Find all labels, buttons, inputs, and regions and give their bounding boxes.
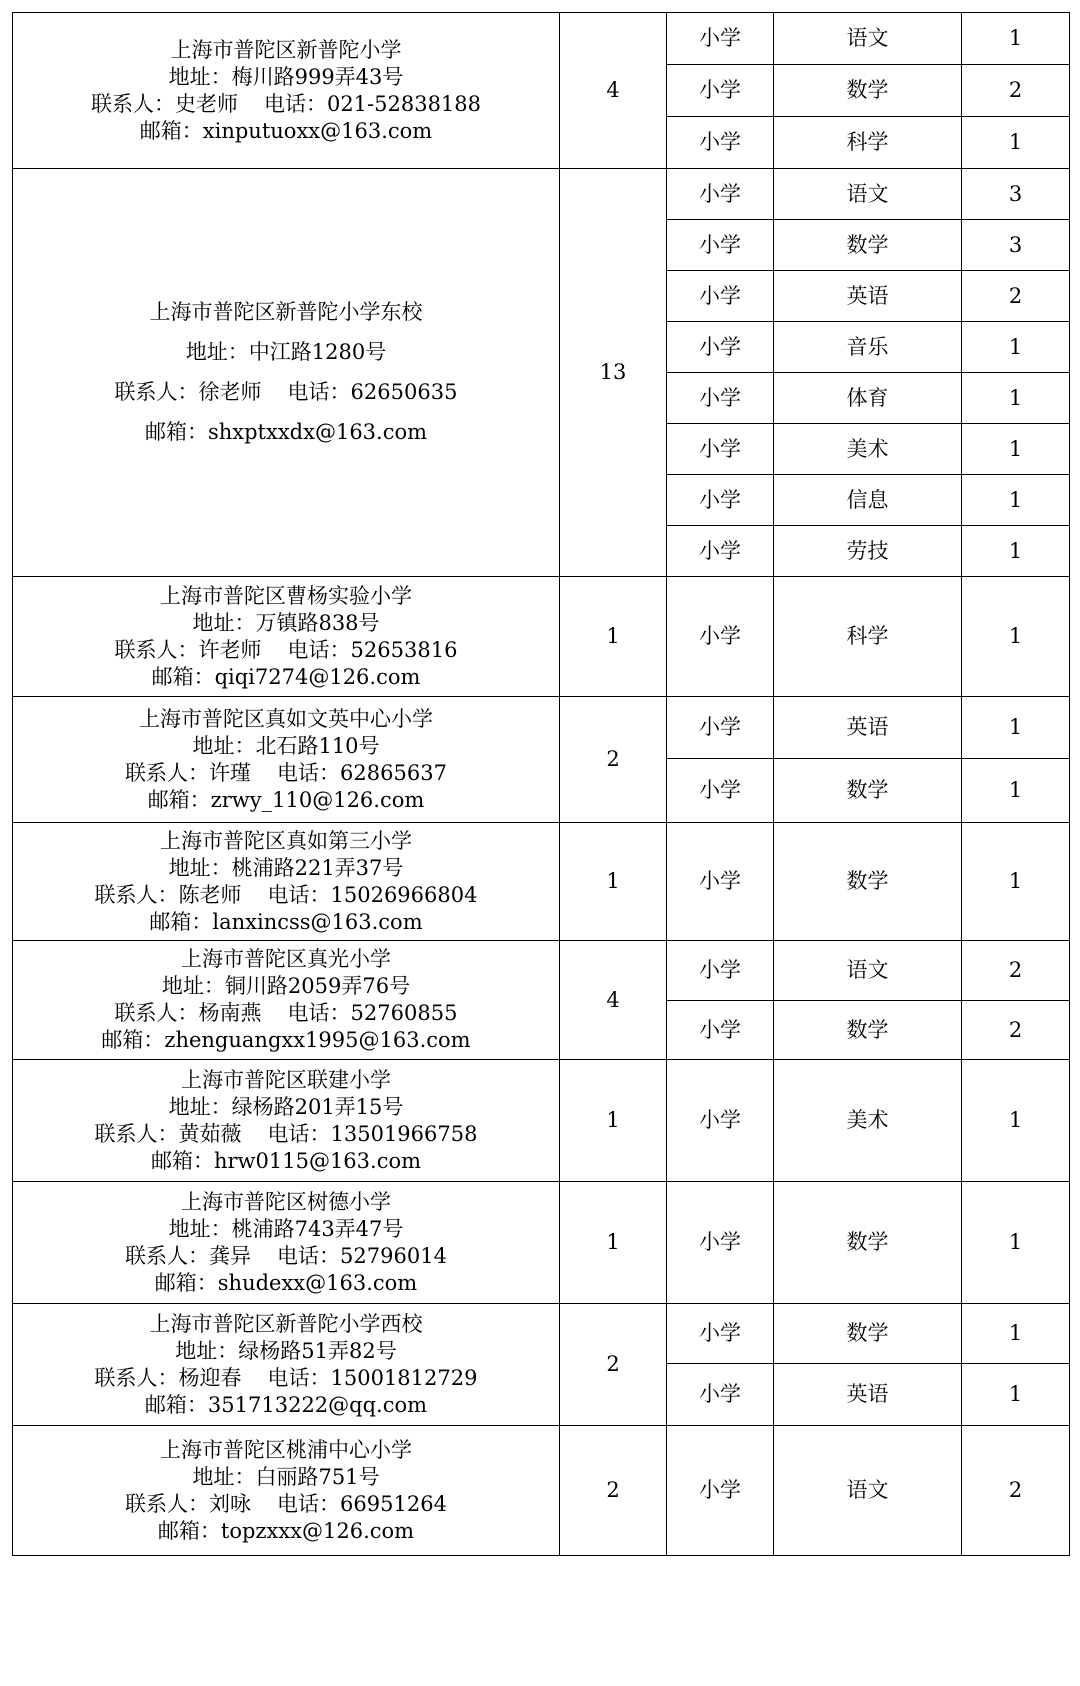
school-email: 邮箱：lanxincss@163.com	[149, 909, 423, 934]
school-address: 地址：中江路1280号	[185, 340, 387, 364]
school-contact: 联系人：史老师	[90, 91, 238, 116]
school-phone: 电话：15026966804	[267, 882, 478, 907]
school-contact-line	[13, 1365, 559, 1392]
level-cell: 小学	[667, 13, 774, 65]
total-count-cell: 2	[560, 1304, 667, 1426]
count-cell: 1	[962, 1304, 1070, 1364]
school-info-cell	[13, 13, 560, 169]
table-row	[13, 13, 1070, 65]
level-cell: 小学	[667, 424, 774, 475]
table-row	[13, 823, 1070, 941]
school-contact: 联系人：刘咏	[125, 1491, 252, 1516]
subject-cell: 语文	[774, 1426, 962, 1556]
school-address: 地址：梅川路999弄43号	[168, 64, 404, 89]
level-cell: 小学	[667, 65, 774, 117]
table-row	[13, 1426, 1070, 1556]
school-info-cell	[13, 1304, 560, 1426]
level-cell: 小学	[667, 526, 774, 577]
school-name: 上海市普陀区新普陀小学	[170, 37, 402, 62]
count-cell: 1	[962, 577, 1070, 697]
total-count-cell: 13	[560, 169, 667, 577]
subject-cell: 数学	[774, 1001, 962, 1060]
table-row	[13, 1304, 1070, 1364]
school-contact-line	[13, 1000, 559, 1027]
count-cell: 1	[962, 424, 1070, 475]
subject-cell: 科学	[774, 117, 962, 169]
subject-cell: 英语	[774, 1364, 962, 1426]
level-cell: 小学	[667, 373, 774, 424]
count-cell: 1	[962, 475, 1070, 526]
school-email: 邮箱：xinputuoxx@163.com	[139, 118, 433, 143]
school-address: 地址：绿杨路51弄82号	[175, 1338, 397, 1363]
school-name: 上海市普陀区新普陀小学东校	[149, 300, 423, 324]
subject-cell: 语文	[774, 13, 962, 65]
total-count-cell: 4	[560, 941, 667, 1060]
school-info-cell	[13, 697, 560, 823]
school-contact-line	[13, 91, 559, 118]
school-email: 邮箱：shxptxxdx@163.com	[144, 420, 428, 444]
total-count-cell: 4	[560, 13, 667, 169]
school-email: 邮箱：zhenguangxx1995@163.com	[101, 1028, 471, 1052]
school-contact-line	[13, 379, 559, 406]
total-count-cell: 1	[560, 823, 667, 941]
school-info-cell	[13, 823, 560, 941]
count-cell: 2	[962, 941, 1070, 1001]
school-address: 地址：白丽路751号	[192, 1464, 380, 1489]
count-cell: 1	[962, 697, 1070, 759]
count-cell: 2	[962, 271, 1070, 322]
table-body	[13, 13, 1070, 1556]
school-info-cell	[13, 577, 560, 697]
level-cell: 小学	[667, 823, 774, 941]
subject-cell: 科学	[774, 577, 962, 697]
school-contact: 联系人：陈老师	[94, 882, 242, 907]
school-contact-line	[13, 1121, 559, 1148]
level-cell: 小学	[667, 1304, 774, 1364]
level-cell: 小学	[667, 1426, 774, 1556]
table-row	[13, 577, 1070, 697]
school-email: 邮箱：topzxxx@126.com	[157, 1518, 415, 1543]
table-row	[13, 1060, 1070, 1182]
school-phone: 电话：52760855	[287, 1001, 458, 1025]
total-count-cell: 2	[560, 697, 667, 823]
subject-cell: 劳技	[774, 526, 962, 577]
school-name: 上海市普陀区曹杨实验小学	[160, 583, 412, 608]
subject-cell: 音乐	[774, 322, 962, 373]
school-phone: 电话：15001812729	[267, 1365, 478, 1390]
count-cell: 1	[962, 1182, 1070, 1304]
level-cell: 小学	[667, 1060, 774, 1182]
level-cell: 小学	[667, 220, 774, 271]
level-cell: 小学	[667, 169, 774, 220]
school-email: 邮箱：qiqi7274@126.com	[151, 664, 421, 689]
subject-cell: 数学	[774, 1304, 962, 1364]
count-cell: 2	[962, 1001, 1070, 1060]
subject-cell: 数学	[774, 823, 962, 941]
level-cell: 小学	[667, 577, 774, 697]
school-contact: 联系人：徐老师	[114, 380, 262, 404]
subject-cell: 数学	[774, 220, 962, 271]
school-address: 地址：桃浦路743弄47号	[168, 1216, 404, 1241]
school-email: 邮箱：351713222@qq.com	[144, 1392, 428, 1417]
school-name: 上海市普陀区新普陀小学西校	[149, 1311, 423, 1336]
school-contact: 联系人：杨迎春	[94, 1365, 242, 1390]
table-row	[13, 941, 1070, 1001]
count-cell: 1	[962, 526, 1070, 577]
subject-cell: 数学	[774, 1182, 962, 1304]
subject-cell: 语文	[774, 941, 962, 1001]
count-cell: 1	[962, 823, 1070, 941]
school-address: 地址：桃浦路221弄37号	[168, 855, 404, 880]
school-address: 地址：北石路110号	[192, 733, 380, 758]
count-cell: 1	[962, 13, 1070, 65]
school-address: 地址：万镇路838号	[192, 610, 380, 635]
level-cell: 小学	[667, 1182, 774, 1304]
school-contact-line	[13, 1491, 559, 1518]
school-contact: 联系人：许瑾	[125, 760, 252, 785]
school-name: 上海市普陀区树德小学	[181, 1189, 391, 1214]
subject-cell: 美术	[774, 1060, 962, 1182]
level-cell: 小学	[667, 322, 774, 373]
count-cell: 1	[962, 759, 1070, 823]
level-cell: 小学	[667, 117, 774, 169]
count-cell: 1	[962, 373, 1070, 424]
school-phone: 电话：52653816	[287, 637, 458, 662]
subject-cell: 体育	[774, 373, 962, 424]
school-phone: 电话：021-52838188	[263, 91, 482, 116]
subject-cell: 英语	[774, 271, 962, 322]
subject-cell: 数学	[774, 65, 962, 117]
total-count-cell: 1	[560, 577, 667, 697]
count-cell: 1	[962, 117, 1070, 169]
level-cell: 小学	[667, 475, 774, 526]
count-cell: 1	[962, 1060, 1070, 1182]
school-name: 上海市普陀区联建小学	[181, 1067, 391, 1092]
school-contact: 联系人：龚异	[125, 1243, 252, 1268]
school-contact-line	[13, 637, 559, 664]
level-cell: 小学	[667, 759, 774, 823]
school-info-cell	[13, 1060, 560, 1182]
subject-cell: 美术	[774, 424, 962, 475]
school-phone: 电话：13501966758	[267, 1121, 478, 1146]
count-cell: 2	[962, 65, 1070, 117]
level-cell: 小学	[667, 271, 774, 322]
recruitment-table	[12, 12, 1070, 1556]
school-contact-line	[13, 882, 559, 909]
level-cell: 小学	[667, 697, 774, 759]
school-phone: 电话：62650635	[287, 380, 458, 404]
table-row	[13, 697, 1070, 759]
school-info-cell	[13, 1426, 560, 1556]
school-contact: 联系人：黄茹薇	[94, 1121, 242, 1146]
table-row	[13, 169, 1070, 220]
subject-cell: 数学	[774, 759, 962, 823]
total-count-cell: 1	[560, 1060, 667, 1182]
count-cell: 3	[962, 169, 1070, 220]
school-phone: 电话：66951264	[277, 1491, 447, 1516]
count-cell: 2	[962, 1426, 1070, 1556]
total-count-cell: 2	[560, 1426, 667, 1556]
level-cell: 小学	[667, 1001, 774, 1060]
count-cell: 3	[962, 220, 1070, 271]
school-phone: 电话：52796014	[277, 1243, 447, 1268]
table-row	[13, 1182, 1070, 1304]
school-name: 上海市普陀区真如第三小学	[160, 828, 412, 853]
subject-cell: 英语	[774, 697, 962, 759]
subject-cell: 信息	[774, 475, 962, 526]
school-email: 邮箱：hrw0115@163.com	[150, 1148, 422, 1173]
school-contact: 联系人：许老师	[114, 637, 262, 662]
total-count-cell: 1	[560, 1182, 667, 1304]
school-info-cell	[13, 1182, 560, 1304]
school-email: 邮箱：zrwy_110@126.com	[147, 787, 425, 812]
school-phone: 电话：62865637	[277, 760, 447, 785]
school-contact-line	[13, 760, 559, 787]
count-cell: 1	[962, 1364, 1070, 1426]
school-contact: 联系人：杨南燕	[114, 1001, 262, 1025]
level-cell: 小学	[667, 1364, 774, 1426]
school-info-cell	[13, 169, 560, 577]
school-name: 上海市普陀区真光小学	[181, 947, 391, 971]
level-cell: 小学	[667, 941, 774, 1001]
count-cell: 1	[962, 322, 1070, 373]
school-info-cell	[13, 941, 560, 1060]
school-address: 地址：绿杨路201弄15号	[168, 1094, 404, 1119]
school-name: 上海市普陀区桃浦中心小学	[160, 1437, 412, 1462]
school-name: 上海市普陀区真如文英中心小学	[139, 706, 433, 731]
school-contact-line	[13, 1243, 559, 1270]
subject-cell: 语文	[774, 169, 962, 220]
school-email: 邮箱：shudexx@163.com	[154, 1270, 418, 1295]
school-address: 地址：铜川路2059弄76号	[161, 974, 411, 998]
